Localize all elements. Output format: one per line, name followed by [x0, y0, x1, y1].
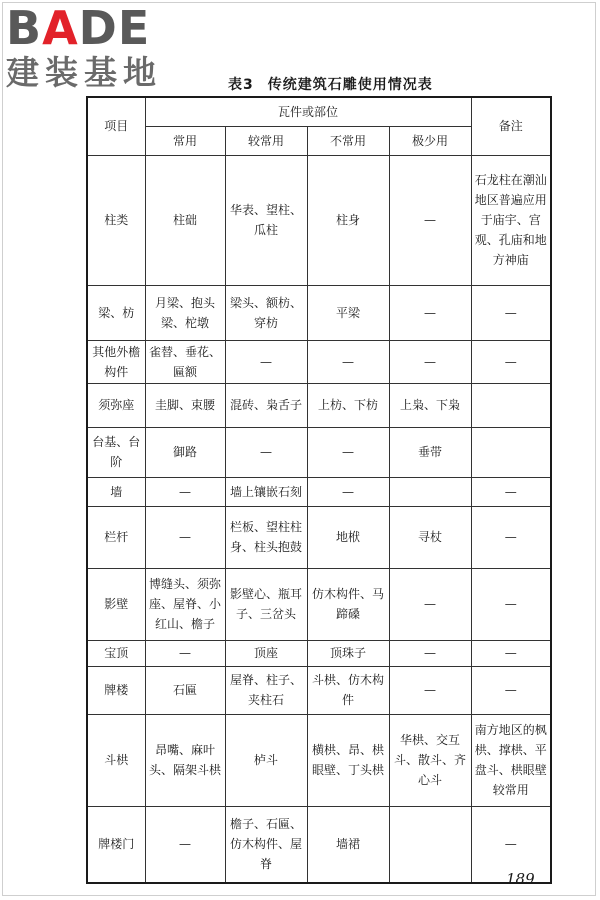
- usage-cell: —: [307, 427, 389, 477]
- usage-cell: —: [225, 340, 307, 383]
- usage-cell: —: [389, 640, 471, 666]
- item-cell: 台基、台阶: [87, 427, 145, 477]
- usage-cell: —: [145, 506, 225, 568]
- table-row: [87, 714, 551, 806]
- usage-cell: 御路: [145, 427, 225, 477]
- usage-cell: 圭脚、束腰: [145, 383, 225, 427]
- usage-cell: —: [225, 427, 307, 477]
- usage-cell: 栏板、望柱柱身、柱头抱鼓: [225, 506, 307, 568]
- usage-cell: 柱身: [307, 155, 389, 285]
- usage-cell: —: [145, 477, 225, 506]
- remark-cell: [471, 383, 551, 427]
- item-cell: 其他外檐构件: [87, 340, 145, 383]
- usage-cell: 雀替、垂花、匾额: [145, 340, 225, 383]
- usage-cell: 仿木构件、马蹄磉: [307, 568, 389, 640]
- usage-cell: 影壁心、瓶耳子、三岔头: [225, 568, 307, 640]
- usage-cell: —: [389, 666, 471, 714]
- usage-cell: —: [389, 568, 471, 640]
- usage-cell: 顶珠子: [307, 640, 389, 666]
- usage-cell: 斗栱、仿木构件: [307, 666, 389, 714]
- item-cell: 宝顶: [87, 640, 145, 666]
- remark-cell: 石龙柱在潮汕地区普遍应用于庙宇、宫观、孔庙和地方神庙: [471, 155, 551, 285]
- header-frequency: 常用: [145, 126, 225, 155]
- watermark-logo-cjk: 建装基地: [6, 53, 162, 92]
- item-cell: 牌楼门: [87, 806, 145, 883]
- usage-cell: 垂带: [389, 427, 471, 477]
- remark-cell: —: [471, 340, 551, 383]
- table-row: [87, 427, 551, 477]
- usage-cell: 墙裙: [307, 806, 389, 883]
- table-row: [87, 506, 551, 568]
- table-number: 表3: [228, 77, 254, 93]
- usage-cell: —: [307, 340, 389, 383]
- table-row: [87, 806, 551, 883]
- usage-cell: 栌斗: [225, 714, 307, 806]
- table-title: 传统建筑石雕使用情况表: [267, 77, 433, 93]
- watermark-logo: [6, 1, 186, 92]
- usage-cell: 屋脊、柱子、夹柱石: [225, 666, 307, 714]
- remark-cell: [471, 427, 551, 477]
- remark-cell: —: [471, 666, 551, 714]
- table-row: [87, 285, 551, 340]
- usage-cell: —: [307, 477, 389, 506]
- usage-cell: 地栿: [307, 506, 389, 568]
- table-row: [87, 383, 551, 427]
- remark-cell: —: [471, 568, 551, 640]
- remark-cell: —: [471, 640, 551, 666]
- item-cell: 斗栱: [87, 714, 145, 806]
- table-row: [87, 340, 551, 383]
- header-frequency: 较常用: [225, 126, 307, 155]
- usage-cell: —: [389, 340, 471, 383]
- item-cell: 柱类: [87, 155, 145, 285]
- item-cell: 栏杆: [87, 506, 145, 568]
- table-row: [87, 666, 551, 714]
- page-number: 189: [506, 870, 535, 888]
- item-cell: 牌楼: [87, 666, 145, 714]
- usage-cell: 混砖、枭舌子: [225, 383, 307, 427]
- usage-cell: 墙上镶嵌石刻: [225, 477, 307, 506]
- item-cell: 须弥座: [87, 383, 145, 427]
- item-cell: 墙: [87, 477, 145, 506]
- remark-cell: —: [471, 506, 551, 568]
- usage-cell: 上枭、下枭: [389, 383, 471, 427]
- header-item: 项目: [87, 97, 145, 155]
- usage-cell: —: [145, 640, 225, 666]
- remark-cell: 南方地区的枫栱、撑栱、平盘斗、栱眼壁较常用: [471, 714, 551, 806]
- usage-cell: 上枋、下枋: [307, 383, 389, 427]
- header-group: 瓦件或部位: [145, 97, 471, 126]
- usage-cell: 横栱、昂、栱眼壁、丁头栱: [307, 714, 389, 806]
- remark-cell: —: [471, 477, 551, 506]
- usage-cell: 寻杖: [389, 506, 471, 568]
- usage-cell: —: [145, 806, 225, 883]
- header-row: [87, 97, 551, 126]
- table-row: [87, 477, 551, 506]
- table-caption: [228, 74, 433, 94]
- usage-cell: 檐子、石匾、仿木构件、屋脊: [225, 806, 307, 883]
- usage-cell: —: [389, 155, 471, 285]
- usage-cell: [389, 477, 471, 506]
- usage-cell: 博缝头、须弥座、屋脊、小红山、檐子: [145, 568, 225, 640]
- usage-cell: 石匾: [145, 666, 225, 714]
- usage-cell: 华表、望柱、瓜柱: [225, 155, 307, 285]
- header-frequency: 不常用: [307, 126, 389, 155]
- stone-carving-usage-table: [86, 96, 552, 884]
- item-cell: 影壁: [87, 568, 145, 640]
- usage-cell: 华栱、交互斗、散斗、齐心斗: [389, 714, 471, 806]
- item-cell: 梁、枋: [87, 285, 145, 340]
- usage-cell: 平梁: [307, 285, 389, 340]
- usage-cell: —: [389, 285, 471, 340]
- header-remarks: 备注: [471, 97, 551, 155]
- usage-cell: 柱础: [145, 155, 225, 285]
- usage-cell: 梁头、额枋、穿枋: [225, 285, 307, 340]
- table-row: [87, 640, 551, 666]
- header-frequency: 极少用: [389, 126, 471, 155]
- usage-cell: [389, 806, 471, 883]
- usage-cell: 月梁、抱头梁、柁墩: [145, 285, 225, 340]
- remark-cell: —: [471, 285, 551, 340]
- remark-cell: —: [471, 806, 551, 883]
- table-row: [87, 155, 551, 285]
- table-row: [87, 568, 551, 640]
- usage-cell: 昂嘴、麻叶头、隔架斗栱: [145, 714, 225, 806]
- usage-cell: 顶座: [225, 640, 307, 666]
- watermark-logo-latin: BADE: [6, 1, 151, 55]
